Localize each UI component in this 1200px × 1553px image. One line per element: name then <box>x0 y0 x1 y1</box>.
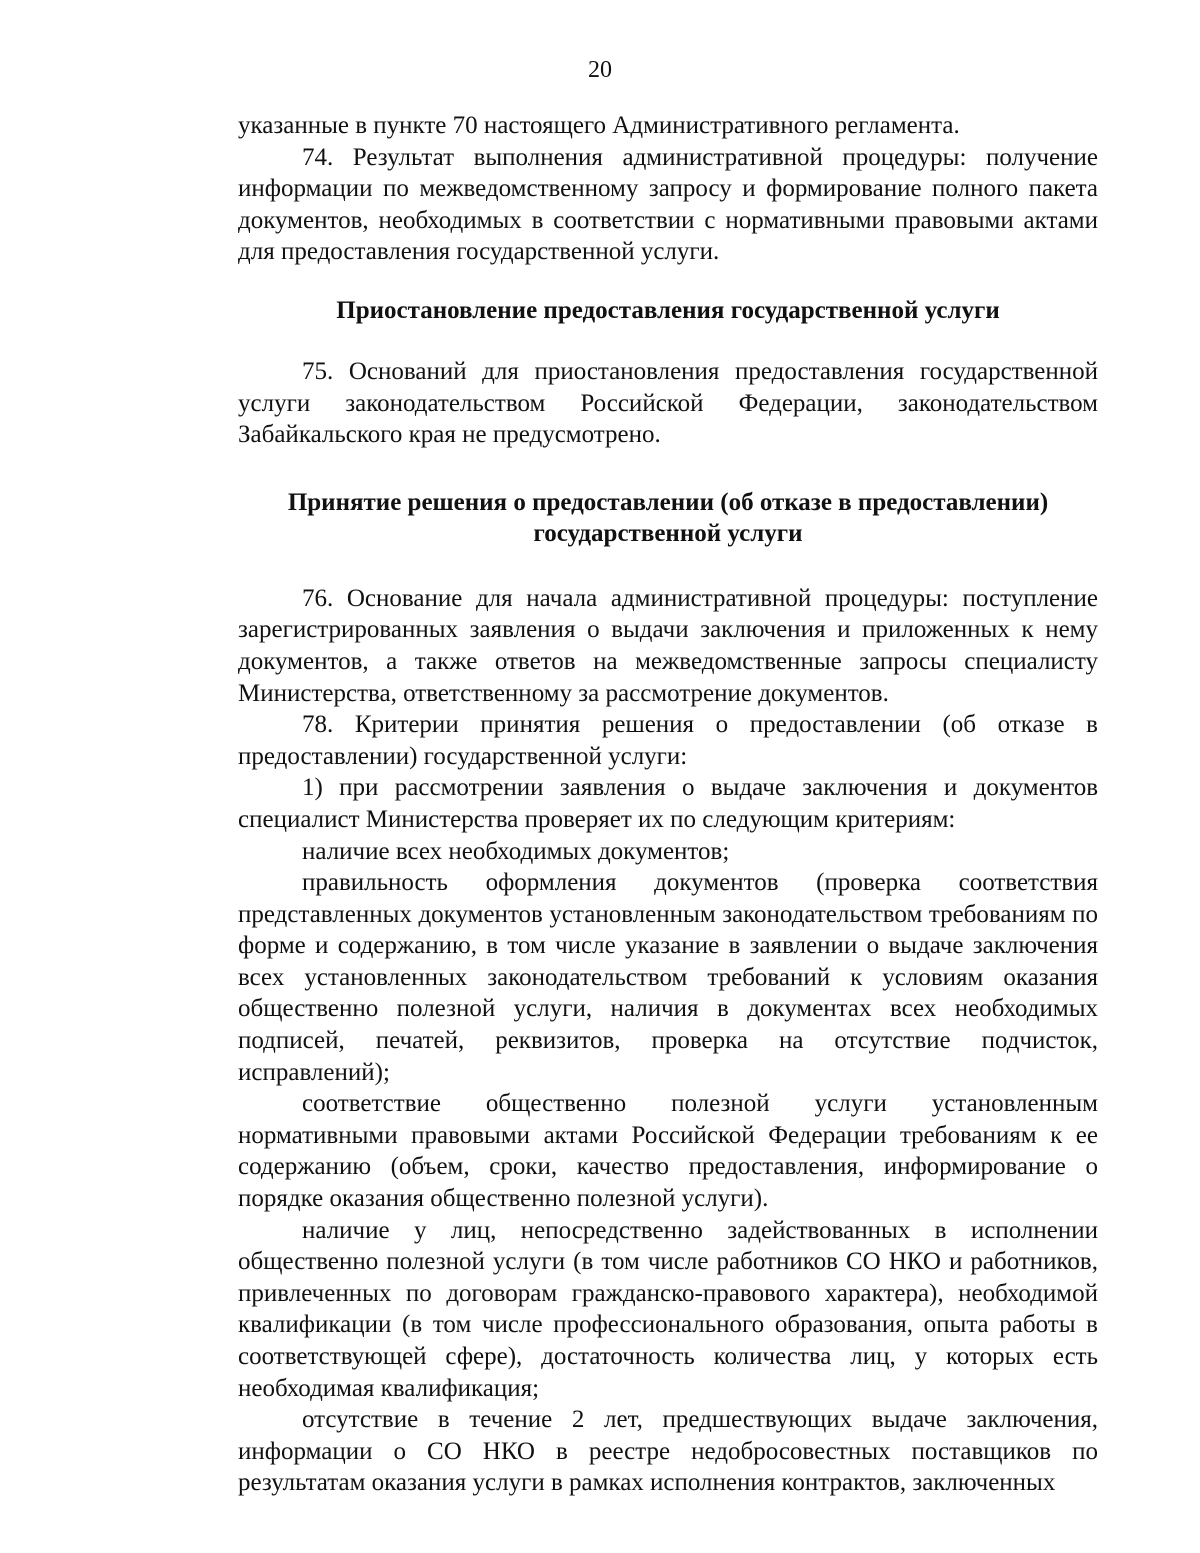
heading-decision <box>238 487 1098 549</box>
paragraph-78-1: 1) при рассмотрении заявления о выдаче заключения и документов специалист Министерства проверяет их по следующим критериям: <box>238 774 1098 833</box>
paragraph-78: 78. Критерии принятия решения о предоставлении (об отказе в предоставлении) государственной услуги: <box>238 711 1098 770</box>
paragraph-75: 75. Оснований для приостановления предоставления государственной услуги законодательством Российской Федерации, законодательством Забайкальского края не предусмотрено. <box>238 357 1098 449</box>
criterion-compliance: соответствие общественно полезной услуги установленным нормативными правовыми актами Российской Федерации требованиям к ее содержанию (объем, сроки, качество предоставления, информирование о порядке оказания общественно полезной услуги). <box>238 1090 1098 1213</box>
page-number: 20 <box>588 57 612 83</box>
heading-decision-line2: государственной услуги <box>533 519 803 547</box>
paragraph-76: 76. Основание для начала административной процедуры: поступление зарегистрированных заявления о выдачи заключения и приложенных к нему документов, а также ответов на межведомственные запросы специалисту Министерства, ответственному за рассмотрение документов. <box>238 584 1098 707</box>
heading-decision-line1: Принятие решения о предоставлении (об отказе в предоставлении) <box>287 488 1049 516</box>
criterion-correctness: правильность оформления документов (проверка соответствия представленных документов установленным законодательством требованиям по форме и содержанию, в том числе указание в заявлении о выдаче заключения всех установленных законодательством требований к условиям оказания общественно полезной услуги, наличия в документах всех необходимых подписей, печатей, реквизитов, проверка на отсутствие подчисток, исправлений); <box>238 869 1098 1086</box>
heading-suspension: Приостановление предоставления государственной услуги <box>336 296 1000 324</box>
paragraph-continuation: указанные в пункте 70 настоящего Административного регламента. <box>238 112 960 139</box>
criterion-all-documents: наличие всех необходимых документов; <box>302 837 730 865</box>
document-body <box>238 110 1098 1499</box>
criterion-qualification: наличие у лиц, непосредственно задействованных в исполнении общественно полезной услуги (в том числе работников СО НКО и работников, привлеченных по договорам гражданско-правового характера), необходимой квалификации (в том числе профессионального образования, опыта работы в соответствующей сфере), достаточность количества лиц, у которых есть необходимая квалификация; <box>238 1216 1098 1402</box>
criterion-registry: отсутствие в течение 2 лет, предшествующих выдаче заключения, информации о СО НКО в реестре недобросовестных поставщиков по результатам оказания услуги в рамках исполнения контрактов, заключенных <box>238 1406 1098 1497</box>
paragraph-74: 74. Результат выполнения административной процедуры: получение информации по межведомственному запросу и формирование полного пакета документов, необходимых в соответствии с нормативными правовыми актами для предоставления государственной услуги. <box>238 143 1098 266</box>
